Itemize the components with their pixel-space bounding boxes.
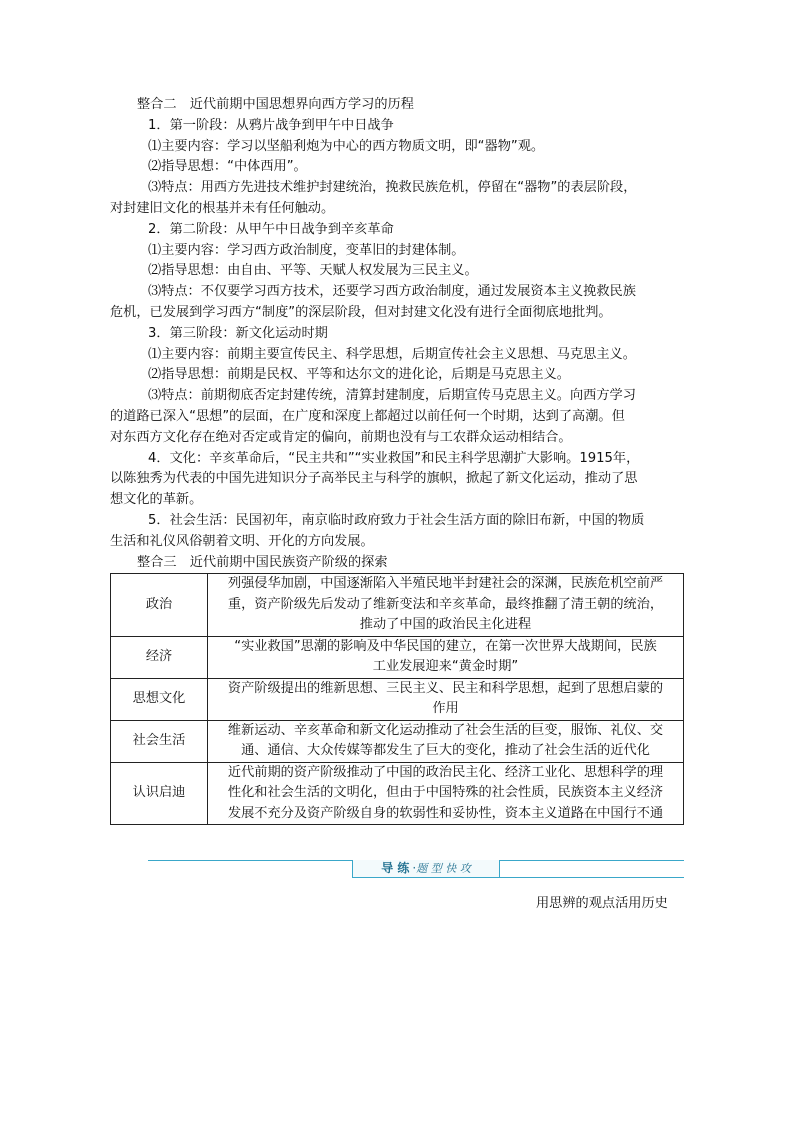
table-cell-line: 列强侵华加剧，中国逐渐陷入半殖民地半封建社会的深渊，民族危机空前严 — [227, 576, 664, 592]
table-cell-line: 近代前期的资产阶级推动了中国的政治民主化、经济工业化、思想科学的理 — [227, 764, 664, 780]
table-cell-line: 资产阶级提出的维新思想、三民主义、民主和科学思想，起到了思想启蒙的 — [227, 680, 664, 696]
table-cell-line: 工业发展迎来“黄金时期” — [372, 659, 519, 675]
table-cell-line: “实业救国”思潮的影响及中华民国的建立，在第一次世界大战期间，民族 — [234, 638, 657, 654]
table-cell-line: 作用 — [432, 701, 459, 717]
table-row — [111, 574, 684, 637]
text-line: 想文化的革新。 — [110, 492, 203, 508]
summary-table — [110, 573, 684, 825]
banner-bottom-rule — [498, 877, 684, 878]
text-line: 4．文化：辛亥革命后，“民主共和”“实业救国”和民主科学思潮扩大影响。1915年， — [148, 450, 640, 466]
text-block — [110, 95, 684, 573]
table-cell-line: 发展不充分及资产阶级自身的软弱性和妥协性，资本主义道路在中国行不通 — [227, 805, 664, 821]
text-line: ⑶特点：前期彻底否定封建传统，清算封建制度，后期宣传马克思主义。向西方学习 — [148, 388, 636, 404]
text-line: 以陈独秀为代表的中国先进知识分子高举民主与科学的旗帜，掀起了新文化运动，推动了思 — [110, 471, 638, 487]
banner-label-box — [352, 860, 500, 878]
table-row-header: 社会生活 — [111, 720, 208, 762]
table-cell-line: 重，资产阶级先后发动了维新变法和辛亥革命，最终推翻了清王朝的统治， — [227, 596, 664, 612]
text-line: 整合二 近代前期中国思想界向西方学习的历程 — [137, 97, 414, 112]
text-line: 生活和礼仪风俗朝着文明、开化的方向发展。 — [110, 533, 374, 549]
table-row-header: 政治 — [111, 574, 208, 637]
text-line: 对东西方文化存在绝对否定或肯定的偏向，前期也没有与工农群众运动相结合。 — [110, 429, 572, 445]
section-banner — [148, 857, 684, 881]
table-cell — [208, 574, 684, 637]
text-line: 危机，已发展到学习西方“制度”的深层阶段，但对封建文化没有进行全面彻底地批判。 — [110, 304, 612, 320]
text-line: 3．第三阶段：新文化运动时期 — [148, 325, 328, 341]
text-line: ⑵指导思想：由自由、平等、天赋人权发展为三民主义。 — [148, 263, 478, 279]
document-body — [110, 95, 684, 825]
banner-main-label: 导 练 — [381, 861, 410, 875]
text-line: ⑴主要内容：前期主要宣传民主、科学思想，后期宣传社会主义思想、马克思主义。 — [148, 346, 636, 362]
banner-separator: · — [412, 861, 417, 875]
table-row-header: 认识启迪 — [111, 762, 208, 825]
table-cell — [208, 720, 684, 762]
text-line: ⑶特点：用西方先进技术维护封建统治，挽救民族危机，停留在“器物”的表层阶段， — [148, 180, 637, 196]
table-row — [111, 636, 684, 678]
banner-sub-label: 题 型 快 攻 — [416, 862, 471, 875]
table-cell-line: 维新运动、辛亥革命和新文化运动推动了社会生活的巨变，服饰、礼仪、交 — [227, 722, 664, 738]
table-row-header: 经济 — [111, 636, 208, 678]
table-cell-line: 性化和社会生活的文明化，但由于中国特殊的社会性质，民族资本主义经济 — [227, 785, 664, 801]
table-row — [111, 762, 684, 825]
text-line: 2．第二阶段：从甲午中日战争到辛亥革命 — [148, 221, 394, 237]
text-line: 1．第一阶段：从鸦片战争到甲午中日战争 — [148, 117, 394, 133]
text-line: 整合三 近代前期中国民族资产阶级的探索 — [137, 554, 388, 570]
text-line: ⑴主要内容：学习以坚船利炮为中心的西方物质文明，即“器物”观。 — [148, 138, 545, 154]
section-subtitle: 用思辨的观点活用历史 — [536, 896, 668, 911]
text-line: ⑶特点：不仅要学习西方技术，还要学习西方政治制度，通过发展资本主义挽救民族 — [148, 284, 636, 300]
table-cell-line: 通、通信、大众传媒等都发生了巨大的变化，推动了社会生活的近代化 — [241, 743, 650, 759]
table-row-header: 思想文化 — [111, 678, 208, 720]
text-line: ⑵指导思想：前期是民权、平等和达尔文的进化论，后期是马克思主义。 — [148, 367, 570, 383]
table-cell-line: 推动了中国的政治民主化进程 — [359, 617, 532, 633]
text-line: 5．社会生活：民国初年，南京临时政府致力于社会生活方面的除旧布新，中国的物质 — [148, 512, 645, 528]
text-line: ⑴主要内容：学习西方政治制度，变革旧的封建体制。 — [148, 242, 465, 258]
table-cell — [208, 678, 684, 720]
text-line: ⑵指导思想：“中体西用”。 — [148, 159, 307, 175]
table-cell — [208, 762, 684, 825]
text-line: 的道路已深入“思想”的层面，在广度和深度上都超过以前任何一个时期，达到了高潮。但 — [110, 408, 625, 424]
table-cell — [208, 636, 684, 678]
table-row — [111, 720, 684, 762]
table-row — [111, 678, 684, 720]
text-line: 对封建旧文化的根基并未有任何触动。 — [110, 200, 335, 216]
